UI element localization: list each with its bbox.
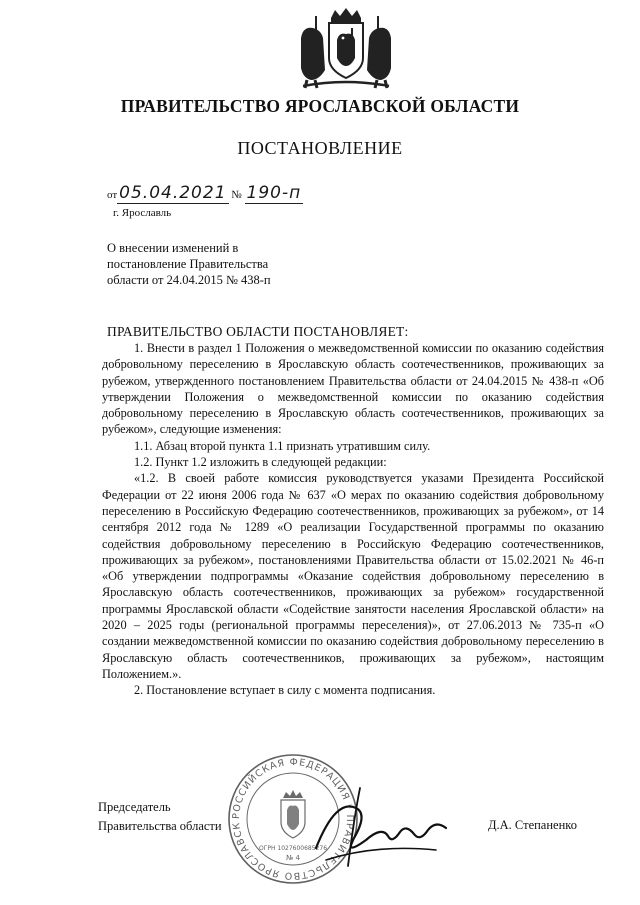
document-date: 05.04.2021 [119,183,227,203]
subject-line: области от 24.04.2015 № 438-п [107,273,271,287]
document-city: г. Ярославль [113,207,172,219]
seal-number-text: № 4 [286,854,300,862]
coat-of-arms-icon [293,8,399,92]
decree-heading: ПРАВИТЕЛЬСТВО ОБЛАСТИ ПОСТАНОВЛЯЕТ: [107,324,409,339]
subject-line: постановление Правительства [107,257,269,271]
paragraph-1-2: 1.2. Пункт 1.2 изложить в следующей редакции: [134,455,387,470]
seal-inner-text: ОГРН 1027600685276 [258,845,328,852]
document-number: 190-п [246,183,302,203]
date-prefix: от [107,189,118,201]
document-body [102,340,604,699]
paragraph-quoted-text: «1.2. В своей работе комиссия руководствуется указами Президента Российской Федерации от 22 июня 2006 года № 637 «О мерах по оказанию содействия добровольному переселению в Российскую Федерацию соотечественников, проживающих за рубежом», от 14 сентября 2012 года № 1289 «О реализации Государственной программы по оказанию содействия добровольному переселению в Российскую Федерацию соотечественников, проживающих за рубежом», постановлениями Правительства области от 15.02.2021 № 46-п «Об утверждении подпрограммы «Оказание содействия добровольному переселению в Ярославскую область соотечественников, проживающих за рубежом» государственной программы Ярославской области «Содействие занятости населения Ярославской области» на 2020 – 2025 годы (региональной программы переселения)», от 27.06.2013 № 735-п «О создании межведомственной комиссии по оказанию содействия добровольному переселению в Ярославскую область соотечественников, проживающих за рубежом», настоящим Положением.». [102,471,604,681]
paragraph-1: 1. Внести в раздел 1 Положения о межведомственной комиссии по оказанию содействия добровольному переселению в Ярославскую область соотечественников, проживающих за рубежом, утвержденного постановлением Правительства области от 24.04.2015 № 438-п «Об утверждении Положения о межведомственной комиссии по оказанию содействия добровольному переселению в Ярославскую область соотечественников, проживающих за рубежом», следующие изменения: [102,341,604,437]
organization-title: ПРАВИТЕЛЬСТВО ЯРОСЛАВСКОЙ ОБЛАСТИ [120,96,520,116]
signatory-name: Д.А. Степаненко [488,818,577,832]
seal-ring-text: РОССИЙСКАЯ ФЕДЕРАЦИЯ * ПРАВИТЕЛЬСТВО ЯРОСЛАВСК [230,756,356,882]
document-type-title: ПОСТАНОВЛЕНИЕ [237,138,403,158]
position-line: Председатель [98,800,171,814]
paragraph-2: 2. Постановление вступает в силу с момента подписания. [134,683,436,698]
handwritten-signature [296,778,466,878]
number-label: № [231,189,242,201]
position-line: Правительства области [98,819,222,833]
signatory-position [98,798,222,836]
paragraph-1-1: 1.1. Абзац второй пункта 1.1 признать утратившим силу. [134,438,431,453]
subject-line: О внесении изменений в [107,241,239,255]
document-subject [107,240,307,288]
dateline [107,183,303,203]
